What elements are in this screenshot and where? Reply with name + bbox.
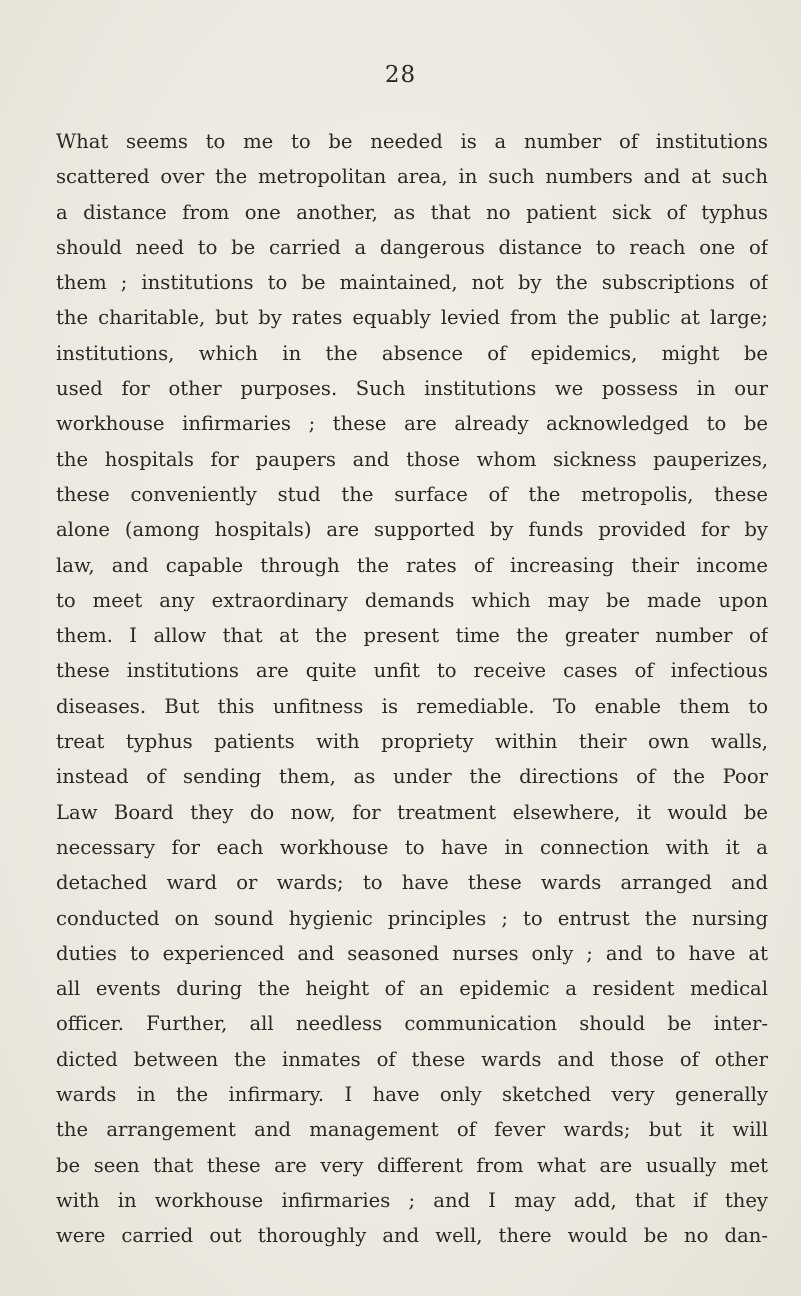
text-line: officer. Further, all needless communication should be inter- <box>56 1012 768 1036</box>
text-line: workhouse infirmaries ; these are already acknowledged to be <box>56 412 768 436</box>
text-line: institutions, which in the absence of epidemics, might be <box>56 341 768 365</box>
text-line: the charitable, but by rates equably levied from the public at large; <box>56 306 768 330</box>
text-line: these institutions are quite unfit to receive cases of infectious <box>56 659 768 683</box>
text-line: all events during the height of an epidemic a resident medical <box>56 977 768 1001</box>
text-line: Law Board they do now, for treatment elsewhere, it would be <box>56 800 768 824</box>
text-line: dicted between the inmates of these wards and those of other <box>56 1047 768 1071</box>
text-line: duties to experienced and seasoned nurses only ; and to have at <box>56 941 768 965</box>
text-line: diseases. But this unfitness is remediable. To enable them to <box>56 694 768 718</box>
body-text <box>56 124 768 1254</box>
page-number: 28 <box>384 62 417 88</box>
text-line: conducted on sound hygienic principles ; to entrust the nursing <box>56 906 768 930</box>
text-line: treat typhus patients with propriety within their own walls, <box>56 730 768 754</box>
text-line: these conveniently stud the surface of the metropolis, these <box>56 482 768 506</box>
text-line: detached ward or wards; to have these wards arranged and <box>56 871 768 895</box>
text-line: the hospitals for paupers and those whom sickness pauperizes, <box>56 447 768 471</box>
text-line: them. I allow that at the present time the greater number of <box>56 624 768 648</box>
text-line: law, and capable through the rates of increasing their income <box>56 553 768 577</box>
text-line: the arrangement and management of fever wards; but it will <box>56 1118 768 1142</box>
text-line: to meet any extraordinary demands which may be made upon <box>56 588 768 612</box>
text-line: wards in the infirmary. I have only sketched very generally <box>56 1083 768 1107</box>
text-line: be seen that these are very different from what are usually met <box>56 1153 768 1177</box>
text-line: were carried out thoroughly and well, there would be no dan- <box>56 1224 768 1248</box>
text-line: necessary for each workhouse to have in connection with it a <box>56 835 768 859</box>
text-line: used for other purposes. Such institutions we possess in our <box>56 377 768 401</box>
text-line: with in workhouse infirmaries ; and I may add, that if they <box>56 1188 768 1212</box>
text-line: should need to be carried a dangerous distance to reach one of <box>56 235 768 259</box>
text-line: alone (among hospitals) are supported by funds provided for by <box>56 518 768 542</box>
text-line: them ; institutions to be maintained, not by the subscriptions of <box>56 271 768 295</box>
text-line: What seems to me to be needed is a number of institutions <box>56 130 768 153</box>
text-line: a distance from one another, as that no patient sick of typhus <box>56 200 768 224</box>
text-line: instead of sending them, as under the directions of the Poor <box>56 765 768 789</box>
text-line: scattered over the metropolitan area, in such numbers and at such <box>56 165 768 189</box>
